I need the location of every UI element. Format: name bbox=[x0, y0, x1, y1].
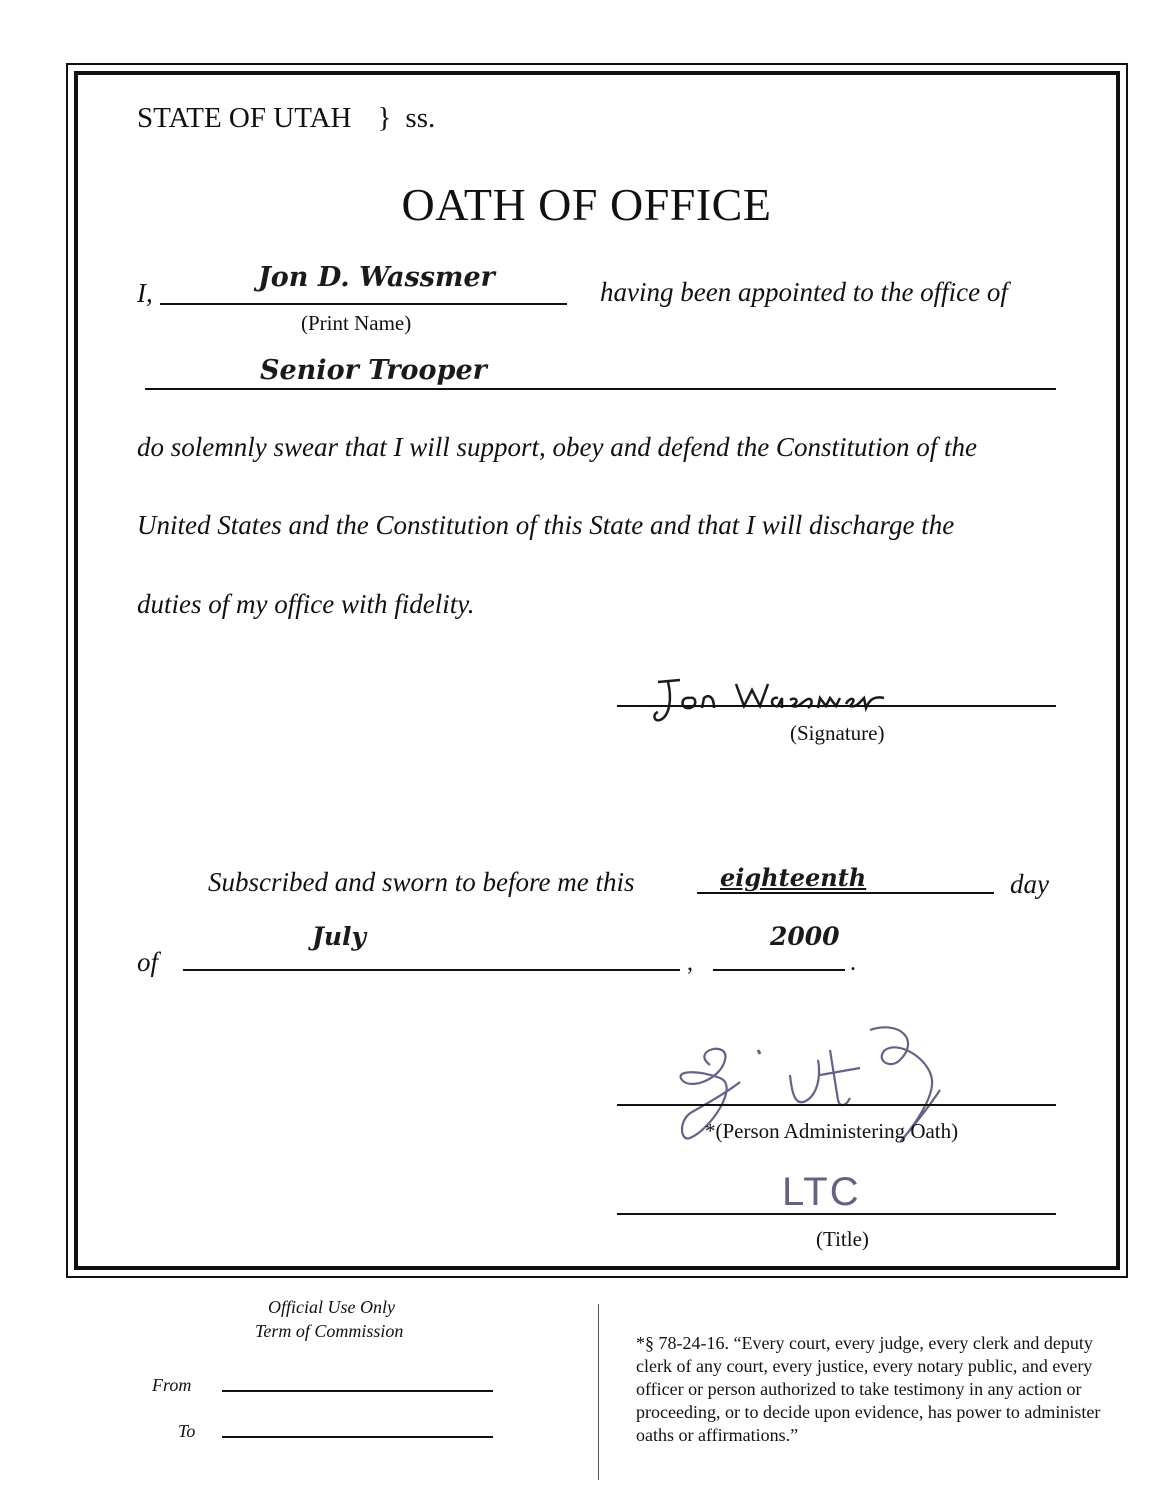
sworn-text: Subscribed and sworn to before me this bbox=[208, 867, 635, 897]
oath-line-3: duties of my office with fidelity. bbox=[137, 589, 475, 619]
day-label: day bbox=[1010, 869, 1049, 899]
from-field bbox=[222, 1390, 493, 1392]
brace: } bbox=[377, 102, 392, 134]
official-heading: Official Use Only bbox=[268, 1297, 395, 1317]
title-caption: (Title) bbox=[816, 1227, 869, 1251]
date-comma: , bbox=[687, 950, 693, 976]
office-value: Senior Trooper bbox=[260, 355, 487, 386]
office-underline bbox=[145, 388, 1056, 390]
signature-image bbox=[650, 668, 890, 728]
term-heading: Term of Commission bbox=[255, 1321, 404, 1341]
ss-label: ss. bbox=[405, 102, 436, 134]
appointed-text: having been appointed to the office of bbox=[600, 277, 1008, 307]
month-underline bbox=[183, 969, 680, 971]
name-caption: (Print Name) bbox=[301, 311, 412, 335]
from-label: From bbox=[152, 1375, 192, 1395]
name-underline bbox=[160, 303, 567, 305]
month-value: July bbox=[312, 922, 367, 951]
oath-line-2: United States and the Constitution of this State and that I will discharge the bbox=[137, 510, 955, 540]
statute-footnote: *§ 78-24-16. “Every court, every judge, every clerk and deputy clerk of any court, every justice, every notary public, and every officer or person authorized to take testimony in any action or proceeding, or to decide upon evidence, has power to administer oaths or affirmations.” bbox=[636, 1333, 1101, 1445]
name-value: Jon D. Wassmer bbox=[258, 262, 495, 293]
signature-underline bbox=[617, 705, 1056, 707]
of-label: of bbox=[137, 947, 159, 977]
day-value: eighteenth bbox=[720, 863, 867, 892]
to-label: To bbox=[178, 1421, 196, 1441]
state-heading bbox=[137, 102, 435, 135]
signature-caption: (Signature) bbox=[790, 721, 885, 745]
page-title: OATH OF OFFICE bbox=[401, 179, 772, 230]
inner-border bbox=[74, 71, 1120, 1270]
title-value: LTC bbox=[782, 1170, 861, 1214]
administrator-caption: *(Person Administering Oath) bbox=[705, 1119, 959, 1143]
day-underline bbox=[697, 892, 994, 894]
administrator-underline bbox=[617, 1104, 1056, 1106]
to-field bbox=[222, 1436, 493, 1438]
title-underline bbox=[617, 1213, 1056, 1215]
state-name: STATE OF UTAH bbox=[137, 102, 352, 134]
date-period: . bbox=[850, 950, 856, 976]
footer-divider bbox=[598, 1304, 599, 1480]
year-underline bbox=[713, 969, 845, 971]
oath-line-1: do solemnly swear that I will support, obey and defend the Constitution of the bbox=[137, 432, 977, 462]
year-value: 2000 bbox=[770, 922, 840, 951]
pronoun-label: I, bbox=[137, 278, 153, 308]
